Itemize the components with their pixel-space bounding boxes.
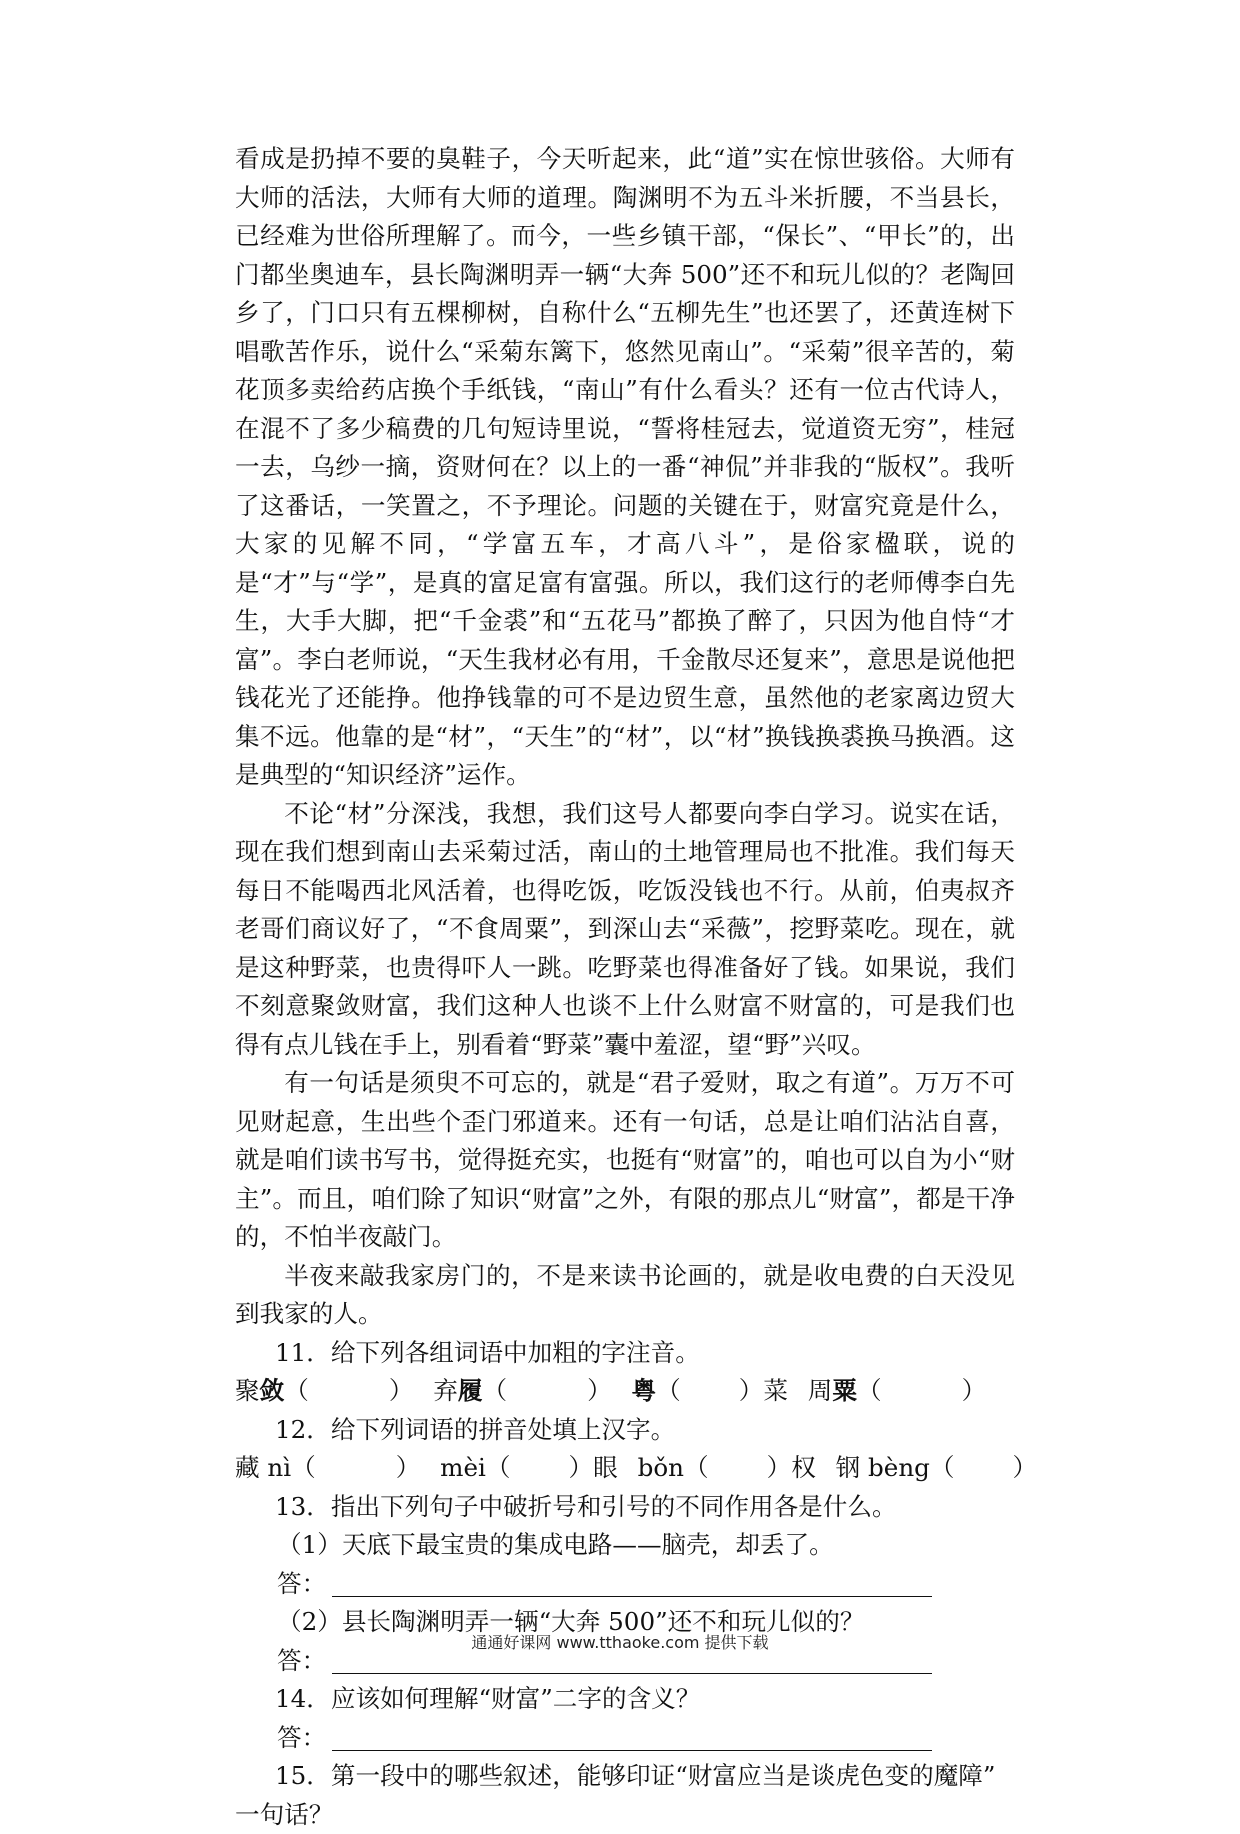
- q11-item-3: 粤（ ）菜: [632, 1372, 788, 1411]
- q11-blank[interactable]: [681, 1372, 739, 1411]
- q11-blank[interactable]: [507, 1372, 587, 1411]
- answer-line[interactable]: [332, 1722, 932, 1751]
- q11-bold-char: 粟: [832, 1376, 857, 1405]
- q12-item-3: bǒn（ ）权: [638, 1449, 816, 1488]
- q11-item-2: 弃履（ ）: [433, 1372, 611, 1411]
- q12-item-1: 藏 nì（ ）: [235, 1449, 420, 1488]
- question-14-prompt: 14．应该如何理解“财富”二字的含义？: [235, 1680, 1015, 1719]
- answer-label: 答：: [277, 1719, 326, 1758]
- paragraph-3: 有一句话是须臾不可忘的，就是“君子爱财，取之有道”。万万不可见财起意，生出些个歪门邪道来。还有一句话，总是让咱们沾沾自喜，就是咱们读书写书，觉得挺充实，也挺有“财富”的，咱也可以自为小“财主”。而且，咱们除了知识“财富”之外，有限的那点儿“财富”，都是干净的，不怕半夜敲门。: [235, 1064, 1015, 1257]
- question-13-prompt: 13．指出下列句子中破折号和引号的不同作用各是什么。: [235, 1488, 1015, 1527]
- q11-item-1: 聚敛（ ）: [235, 1372, 413, 1411]
- q11-bold-char: 履: [458, 1376, 483, 1405]
- question-13-sub-1: （1）天底下最宝贵的集成电路——脑壳，却丢了。: [235, 1526, 1015, 1565]
- question-15-prompt-line-2: 一句话？: [235, 1796, 1015, 1834]
- answer-line[interactable]: [332, 1568, 932, 1597]
- document-body: [235, 140, 1015, 1834]
- q11-bold-char: 粤: [632, 1376, 657, 1405]
- q11-blank[interactable]: [882, 1372, 962, 1411]
- q12-item-2: mèi（ ）眼: [440, 1449, 618, 1488]
- question-11-items: [235, 1372, 1015, 1411]
- q11-bold-char: 敛: [260, 1376, 285, 1405]
- q11-blank[interactable]: [309, 1372, 389, 1411]
- q12-item-4: 钢 bèng（ ）: [836, 1449, 1038, 1488]
- q11-item-4: 周粟（ ）: [808, 1372, 986, 1411]
- answer-label: 答：: [277, 1642, 326, 1681]
- page-footer: 通通好课网 www.tthaoke.com 提供下载: [0, 1630, 1240, 1653]
- paragraph-2: 不论“材”分深浅，我想，我们这号人都要向李白学习。说实在话，现在我们想到南山去采菊过活，南山的土地管理局也不批准。我们每天每日不能喝西北风活着，也得吃饭，吃饭没钱也不行。从前，伯夷叔齐老哥们商议好了，“不食周粟”，到深山去“采薇”，挖野菜吃。现在，就是这种野菜，也贵得吓人一跳。吃野菜也得准备好了钱。如果说，我们不刻意聚敛财富，我们这种人也谈不上什么财富不财富的，可是我们也得有点儿钱在手上，别看着“野菜”囊中羞涩，望“野”兴叹。: [235, 795, 1015, 1065]
- question-14-answer: [235, 1719, 1015, 1758]
- paragraph-4: 半夜来敲我家房门的，不是来读书论画的，就是收电费的白天没见到我家的人。: [235, 1257, 1015, 1334]
- question-11-prompt: 11．给下列各组词语中加粗的字注音。: [235, 1334, 1015, 1373]
- question-12-items: [235, 1449, 1015, 1488]
- paragraph-1: 看成是扔掉不要的臭鞋子，今天听起来，此“道”实在惊世骇俗。大师有大师的活法，大师有大师的道理。陶渊明不为五斗米折腰，不当县长，已经难为世俗所理解了。而今，一些乡镇干部，“保长”、“甲长”的，出门都坐奥迪车，县长陶渊明弄一辆“大奔 500”还不和玩儿似的？老陶回乡了，门口只有五棵柳树，自称什么“五柳先生”也还罢了，还黄连树下唱歌苦作乐，说什么“采菊东篱下，悠然见南山”。“采菊”很辛苦的，菊花顶多卖给药店换个手纸钱，“南山”有什么看头？还有一位古代诗人，在混不了多少稿费的几句短诗里说，“誓将桂冠去，觉道资无穷”，桂冠一去，乌纱一摘，资财何在？以上的一番“神侃”并非我的“版权”。我听了这番话，一笑置之，不予理论。问题的关键在于，财富究竟是什么，大家的见解不同，“学富五车，才高八斗”，是俗家楹联，说的是“才”与“学”，是真的富足富有富强。所以，我们这行的老师傅李白先生，大手大脚，把“千金裘”和“五花马”都换了醉了，只因为他自恃“才富”。李白老师说，“天生我材必有用，千金散尽还复来”，意思是说他把钱花光了还能挣。他挣钱靠的可不是边贸生意，虽然他的老家离边贸大集不远。他靠的是“材”，“天生”的“材”，以“材”换钱换裘换马换酒。这是典型的“知识经济”运作。: [235, 140, 1015, 795]
- q12-blank[interactable]: [511, 1449, 569, 1488]
- answer-label: 答：: [277, 1565, 326, 1604]
- question-13-answer-1: [235, 1565, 1015, 1604]
- question-15-prompt-line-1: 15．第一段中的哪些叙述，能够印证“财富应当是谈虎色变的魔障”: [235, 1757, 1015, 1796]
- q12-blank[interactable]: [709, 1449, 767, 1488]
- q12-blank[interactable]: [955, 1449, 1013, 1488]
- question-12-prompt: 12．给下列词语的拼音处填上汉字。: [235, 1411, 1015, 1450]
- question-13-sub-2: （2）县长陶渊明弄一辆“大奔 500”还不和玩儿似的？: [235, 1603, 1015, 1642]
- q12-blank[interactable]: [316, 1449, 396, 1488]
